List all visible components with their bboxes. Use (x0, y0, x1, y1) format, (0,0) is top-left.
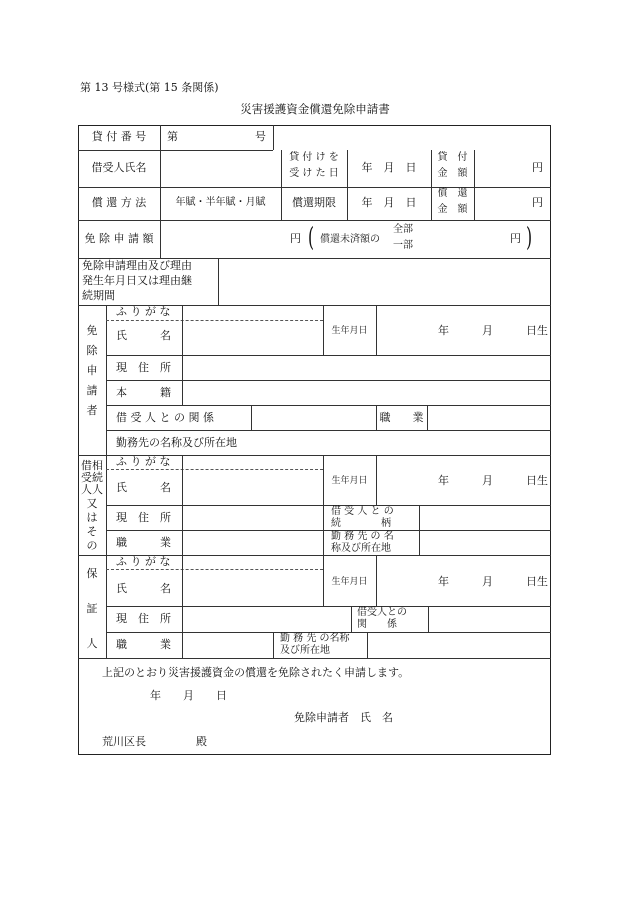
applicant-birthdate-label: 生年月日 (331, 326, 368, 336)
unpaid-part-option: 一部 (393, 240, 413, 251)
loan-number-label: 貸 付 番 号 (91, 130, 147, 143)
guarantor-name-label: 氏 名 (116, 582, 171, 595)
repayment-method-label: 償 還 方 法 (91, 196, 147, 209)
declaration-statement: 上記のとおり災害援護資金の償還を免除されたく申請します。 (102, 666, 410, 679)
loan-date-label-1: 貸 付 け を (289, 152, 339, 163)
repayment-amount-label-1: 償 還 (437, 188, 468, 199)
heir-address-label: 現 住 所 (116, 511, 171, 524)
applicant-workplace-label: 勤務先の名称及び所在地 (116, 436, 237, 449)
heir-occupation-label: 職 業 (116, 536, 171, 549)
guarantor-section-label: 保 証 人 (86, 567, 98, 650)
loan-amount-label-1: 貸 付 (437, 152, 468, 163)
applicant-name-label: 氏 名 (116, 329, 171, 342)
unpaid-amount-label: 償還未済額の (320, 234, 380, 245)
addressee-honorific: 殿 (196, 735, 207, 748)
guarantor-address-label: 現 住 所 (116, 612, 171, 625)
applicant-domicile-label: 本 籍 (116, 386, 171, 399)
loan-amount-yen: 円 (532, 161, 543, 174)
unpaid-amount-yen: 円 (510, 232, 521, 245)
guarantor-relation-label-1: 借受人との (357, 607, 407, 618)
loan-number-prefix: 第 (167, 130, 178, 143)
loan-date-value: 年 月 日 (361, 161, 417, 174)
heir-birthdate-label: 生年月日 (331, 476, 368, 486)
guarantor-workplace-label-2: 及び所在地 (280, 645, 330, 656)
reason-label-line-2: 発生年月日又は理由継 (82, 274, 192, 287)
form-title: 災害援護資金償還免除申請書 (240, 102, 390, 116)
exemption-amount-yen: 円 (290, 232, 301, 245)
heir-relation-label-1: 借 受 人 と の (331, 506, 394, 517)
loan-amount-label-2: 金 額 (437, 168, 468, 179)
declaration-date: 年 月 日 (150, 689, 227, 702)
loan-date-label-2: 受 け た 日 (289, 168, 339, 179)
reason-label-line-1: 免除申請理由及び理由 (82, 259, 192, 272)
guarantor-birthdate-value: 年 月 日生 (438, 575, 548, 588)
addressee: 荒川区長 (102, 735, 146, 748)
guarantor-occupation-label: 職 業 (116, 638, 171, 651)
heir-name-label: 氏 名 (116, 481, 171, 494)
paren-open: ( (308, 223, 315, 253)
heir-workplace-label-2: 称及び所在地 (331, 543, 391, 554)
heir-workplace-label-1: 勤 務 先 の 名 (331, 531, 394, 542)
applicant-signature-label: 免除申請者 氏 名 (294, 711, 393, 724)
repayment-amount-label-2: 金 額 (437, 204, 468, 215)
exemption-amount-label: 免 除 申 請 額 (84, 232, 154, 245)
guarantor-birthdate-label: 生年月日 (331, 577, 368, 587)
borrower-name-label: 借受人氏名 (91, 161, 147, 174)
heir-birthdate-value: 年 月 日生 (438, 474, 548, 487)
applicant-furigana-label: ふ り が な (116, 305, 171, 318)
applicant-birthdate-value: 年 月 日生 (438, 324, 548, 337)
paren-close: ) (526, 223, 533, 253)
form-number: 第 13 号様式(第 15 条関係) (80, 81, 219, 94)
guarantor-furigana-label: ふ り が な (116, 555, 171, 568)
guarantor-relation-label-2: 関 係 (357, 619, 397, 630)
repayment-amount-yen: 円 (532, 196, 543, 209)
reason-label-line-3: 続期間 (82, 289, 115, 302)
applicant-relation-label: 借 受 人 と の 関 係 (116, 411, 214, 424)
guarantor-workplace-label-1: 勤 務 先 の名称 (280, 633, 350, 644)
repayment-period-value: 年 月 日 (361, 196, 417, 209)
loan-number-suffix: 号 (255, 130, 266, 143)
heir-section-label: 借相 受続 人人 又 は そ の (81, 459, 103, 552)
repayment-method-options: 年賦・半年賦・月賦 (175, 197, 266, 208)
unpaid-all-option: 全部 (393, 224, 413, 235)
heir-relation-label-2: 続 柄 (331, 518, 391, 529)
applicant-section-label: 免 除 申 請 者 (86, 324, 98, 417)
heir-furigana-label: ふ り が な (116, 455, 171, 468)
repayment-period-label: 償還期限 (292, 196, 336, 209)
applicant-occupation-label: 職 業 (379, 411, 424, 424)
applicant-address-label: 現 住 所 (116, 361, 171, 374)
